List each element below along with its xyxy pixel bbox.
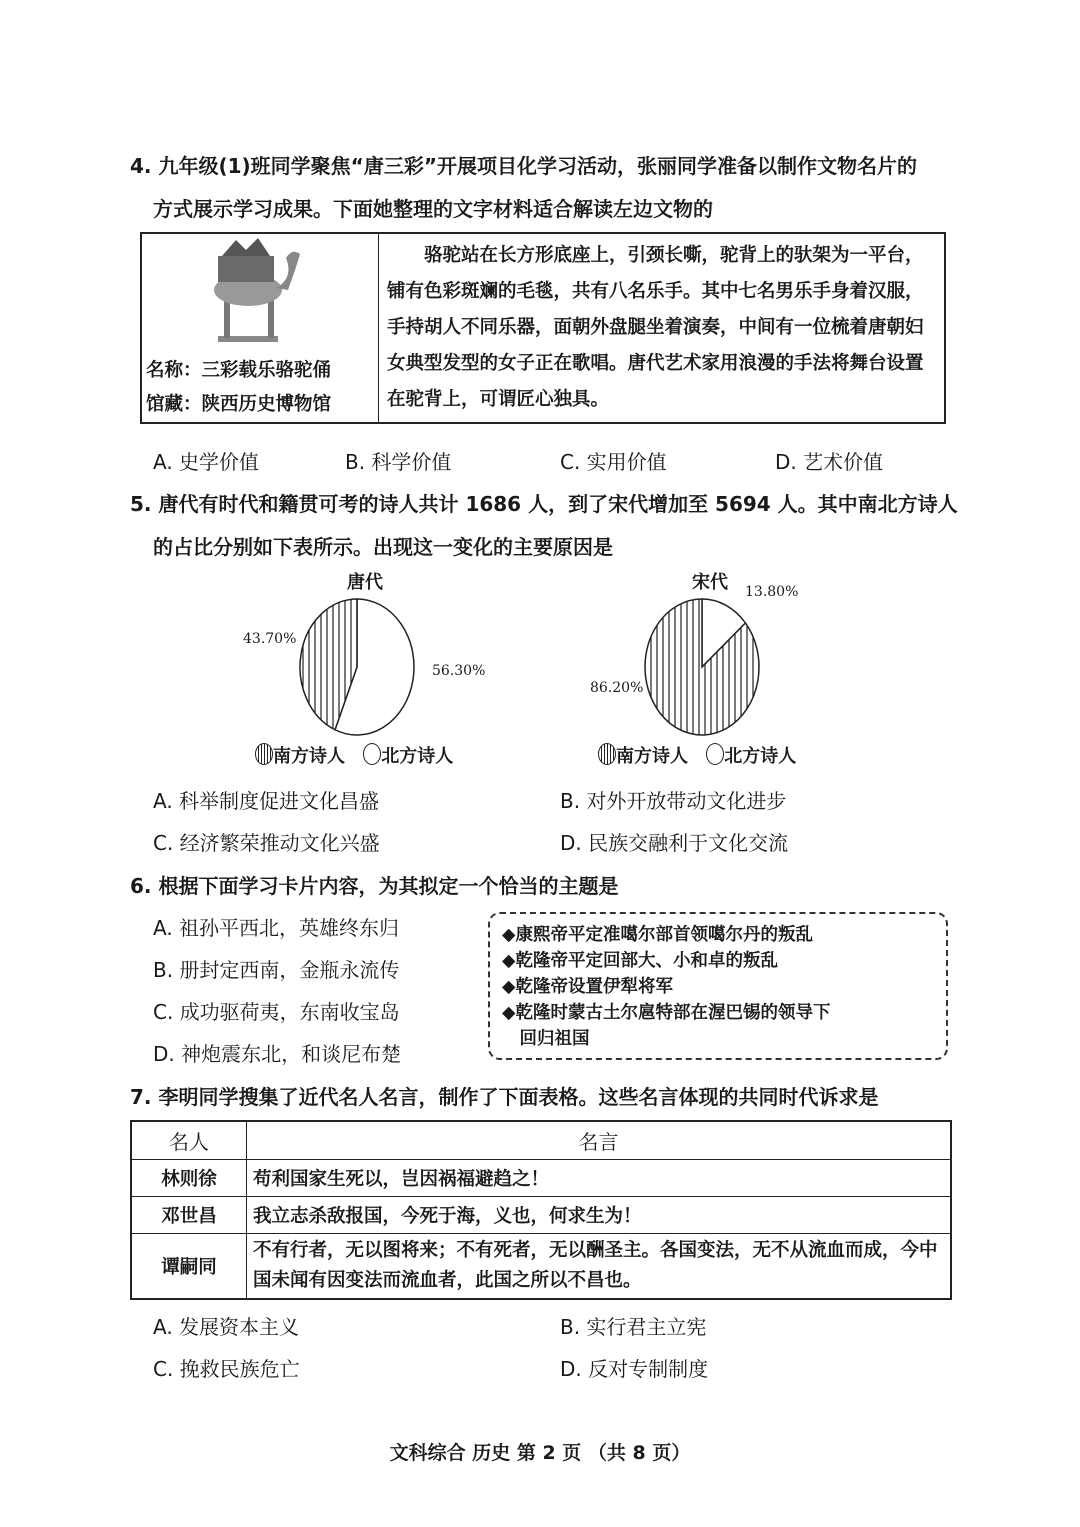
q5-option-b[interactable]: B. 对外开放带动文化进步 [560,789,787,813]
quote: 我立志杀敌报国，今死于海，义也，何求生为！ [247,1197,952,1234]
q4-option-d[interactable]: D. 艺术价值 [775,450,884,474]
table-row [131,1197,951,1234]
card-item: ◆乾隆帝设置伊犁将军 [502,977,673,997]
artifact-name: 名称：三彩载乐骆驼俑 [146,360,332,381]
q5-option-c[interactable]: C. 经济繁荣推动文化兴盛 [153,831,380,855]
pie-label-song-north: 13.80% [745,584,799,600]
q7-option-b[interactable]: B. 实行君主立宪 [560,1315,707,1339]
question-5-stem-line2: 的占比分别如下表所示。出现这一变化的主要原因是 [153,535,613,559]
pie-label-song-south: 86.20% [590,680,644,696]
quotes-table [130,1120,952,1300]
legend-tang [255,742,453,768]
question-7-stem: 7. 李明同学搜集了近代名人名言，制作了下面表格。这些名言体现的共同时代诉求是 [130,1085,879,1109]
legend-north-label: 北方诗人 [381,746,454,767]
q7-option-d[interactable]: D. 反对专制制度 [560,1357,709,1381]
q4-option-a[interactable]: A. 史学价值 [153,450,260,474]
q6-option-a[interactable]: A. 祖孙平西北，英雄终东归 [153,916,400,940]
hatched-circle-icon [255,743,273,765]
table-header-row [131,1121,951,1160]
quote: 不有行者，无以图将来；不有死者，无以酬圣主。各国变法，无不从流血而成，今中国未闻有因变法而流血者，此国之所以不昌也。 [247,1234,952,1300]
artifact-description: 骆驼站在长方形底座上，引颈长嘶，驼背上的驮架为一平台，铺有色彩斑斓的毛毯，共有八名乐手。其中七名男乐手身着汉服，手持胡人不同乐器，面朝外盘腿坐着演奏，中间有一位梳着唐朝妇女典型发型的女子正在歌唱。唐代艺术家用浪漫的手法将舞台设置在驼背上，可谓匠心独具。 [379,233,946,423]
legend-song [598,742,796,768]
card-item: 回归祖国 [502,1029,590,1049]
quote: 苟利国家生死以，岂因祸福避趋之！ [247,1160,952,1197]
header-name: 名人 [131,1121,247,1160]
artifact-cell [141,233,379,423]
q6-option-b[interactable]: B. 册封定西南，金瓶永流传 [153,958,400,982]
question-4-stem-line1: 4. 九年级(1)班同学聚焦“唐三彩”开展项目化学习活动，张丽同学准备以制作文物名片的 [130,154,917,178]
q7-option-a[interactable]: A. 发展资本主义 [153,1315,300,1339]
q6-option-d[interactable]: D. 神炮震东北，和谈尼布楚 [153,1042,402,1066]
page-footer: 文科综合 历史 第 2 页 （共 8 页） [389,1442,691,1464]
q5-option-a[interactable]: A. 科举制度促进文化昌盛 [153,789,380,813]
q6-option-c[interactable]: C. 成功驱荷夷，东南收宝岛 [153,1000,400,1024]
pie-title-song: 宋代 [692,572,728,593]
table-row [131,1160,951,1197]
empty-circle-icon [706,743,724,765]
artifact-card-table [140,232,946,424]
card-item: ◆康熙帝平定准噶尔部首领噶尔丹的叛乱 [502,925,813,945]
pie-label-tang-south: 43.70% [243,631,297,647]
legend-south-label: 南方诗人 [273,746,345,767]
q7-option-c[interactable]: C. 挽救民族危亡 [153,1357,300,1381]
question-5-stem-line1: 5. 唐代有时代和籍贯可考的诗人共计 1686 人，到了宋代增加至 5694 人。其中南北方诗人 [130,492,958,516]
person-name: 林则徐 [131,1160,247,1197]
empty-circle-icon [363,743,381,765]
q4-option-c[interactable]: C. 实用价值 [560,450,667,474]
artifact-collection: 馆藏：陕西历史博物馆 [146,394,332,415]
pie-charts [0,560,1080,770]
hatched-circle-icon [598,743,616,765]
pie-title-tang: 唐代 [347,572,383,593]
question-4-stem-line2: 方式展示学习成果。下面她整理的文字材料适合解读左边文物的 [153,197,713,221]
question-6-stem: 6. 根据下面学习卡片内容，为其拟定一个恰当的主题是 [130,874,619,898]
person-name: 谭嗣同 [131,1234,247,1300]
legend-north-label: 北方诗人 [724,746,797,767]
header-quote: 名言 [247,1121,952,1160]
q4-option-b[interactable]: B. 科学价值 [345,450,452,474]
legend-south-label: 南方诗人 [616,746,688,767]
card-item: ◆乾隆帝平定回部大、小和卓的叛乱 [502,951,778,971]
study-card [488,912,948,1060]
q5-option-d[interactable]: D. 民族交融利于文化交流 [560,831,789,855]
camel-artifact-image [146,238,366,350]
person-name: 邓世昌 [131,1197,247,1234]
card-item: ◆乾隆时蒙古土尔扈特部在渥巴锡的领导下 [502,1003,831,1023]
pie-label-tang-north: 56.30% [432,663,486,679]
table-row [131,1234,951,1300]
